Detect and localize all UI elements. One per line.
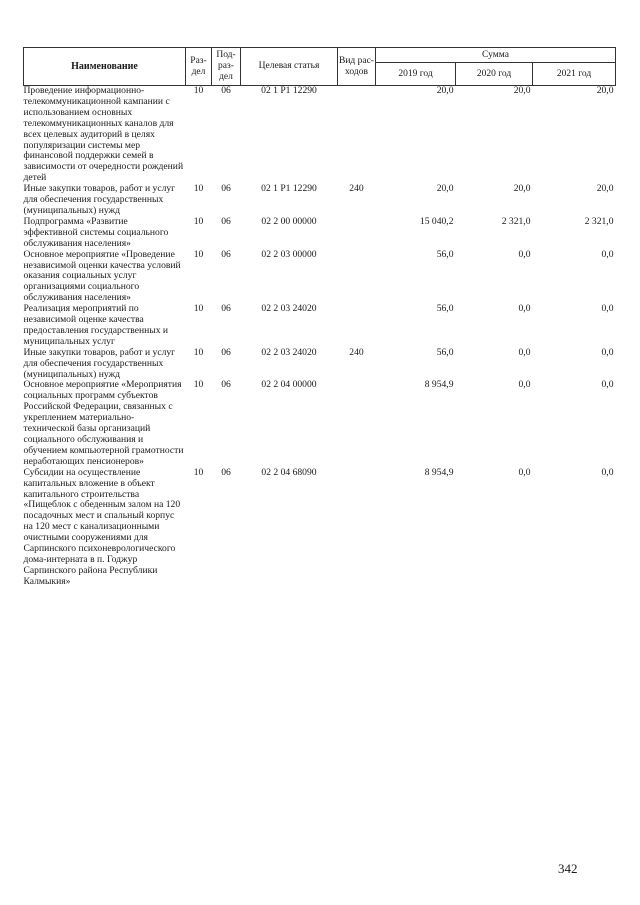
cell-2019: 56,0 [436,346,454,358]
table-row [24,217,616,250]
cell-2020: 2 321,0 [501,215,531,227]
budget-table-sheet [23,47,615,588]
cell-2019: 20,0 [436,183,454,195]
table-row [24,348,616,381]
table-body [24,86,616,588]
cell-target: 02 2 04 00000 [261,379,317,391]
cell-target: 02 2 03 00000 [261,248,317,260]
cell-vid [338,250,376,305]
budget-table [23,47,616,588]
cell-target: 02 2 03 24020 [261,346,317,358]
cell-2021: 20,0 [596,183,614,195]
cell-2021: 0,0 [601,379,614,391]
cell-name: Основное мероприятие «Мероприятия социальных программ субъектов Российской Федерации, связанных с укреплением материально-технической базы организаций социального обслуживания и обучением компьютерной грамотности неработающих пенсионеров» [23,379,184,467]
cell-podrazdel: 06 [221,248,231,260]
cell-vid [338,304,376,348]
cell-2019: 8 954,9 [424,466,454,478]
cell-2019: 8 954,9 [424,379,454,391]
cell-target: 02 2 03 24020 [261,303,317,315]
header-target: Целевая статья [241,48,338,86]
cell-2020: 0,0 [518,248,531,260]
cell-2020: 0,0 [518,466,531,478]
cell-name: Иные закупки товаров, работ и услуг для обеспечения государственных (муниципальных) нужд [23,346,176,380]
cell-podrazdel: 06 [221,85,231,96]
cell-2020: 20,0 [513,183,531,195]
table-row [24,380,616,467]
cell-2021: 2 321,0 [584,215,614,227]
cell-target: 02 1 P1 12290 [261,183,317,195]
cell-2019: 56,0 [436,303,454,315]
cell-podrazdel: 06 [221,215,231,227]
cell-vid [338,86,376,185]
table-row [24,86,616,185]
cell-razdel: 10 [193,303,204,315]
cell-2019: 20,0 [436,85,454,96]
header-year-2019: 2019 год [376,63,456,86]
cell-name: Иные закупки товаров, работ и услуг для обеспечения государственных (муниципальных) нужд [23,183,176,216]
cell-target: 02 2 00 00000 [261,215,317,227]
cell-2019: 56,0 [436,248,454,260]
header-name: Наименование [24,48,186,86]
header-podrazdel: Под-раз-дел [212,48,241,86]
cell-2019: 15 040,2 [419,215,454,227]
cell-razdel: 10 [193,215,204,227]
cell-podrazdel: 06 [221,303,231,315]
cell-razdel: 10 [193,379,204,391]
cell-2020: 0,0 [518,379,531,391]
cell-razdel: 10 [193,346,204,358]
page-number: 342 [558,861,578,876]
cell-2021: 0,0 [601,303,614,315]
cell-2021: 0,0 [601,346,614,358]
table-row [24,184,616,217]
cell-razdel: 10 [193,183,204,195]
table-row [24,250,616,305]
cell-target: 02 1 P1 12290 [261,85,317,96]
header-year-2020: 2020 год [456,63,533,86]
header-razdel: Раз-дел [186,48,212,86]
header-vid: Вид рас-ходов [338,48,376,86]
cell-vid [338,468,376,588]
cell-name: Субсидии на осуществление капитальных вложение в объект капитального строительства «Пищеблок с обеденным залом на 120 посадочных мест и спальный корпус на 120 мест с канализационными очистными сооружениями для Сарпинского психоневрологического дома-интерната в п. Годжур Сарпинского района Республики Калмыкия» [23,466,181,587]
cell-target: 02 2 04 68090 [261,466,317,478]
cell-podrazdel: 06 [221,466,231,478]
table-row [24,304,616,348]
cell-razdel: 10 [193,248,204,260]
table-row [24,468,616,588]
cell-podrazdel: 06 [221,346,231,358]
cell-podrazdel: 06 [221,379,231,391]
cell-name: Проведение информационно-телекоммуникационной кампании с использованием основных телекоммуникационных каналов для всех целевых аудиторий в целях популяризации системы мер финансовой поддержки семей в зависимости от очередности рождений детей [23,85,184,184]
cell-vid [338,380,376,467]
cell-2021: 0,0 [601,466,614,478]
cell-razdel: 10 [193,466,204,478]
cell-razdel: 10 [193,85,204,96]
cell-vid: 240 [349,183,364,195]
cell-2020: 20,0 [513,85,531,96]
cell-vid [338,217,376,250]
cell-2020: 0,0 [518,346,531,358]
cell-2021: 20,0 [596,85,614,96]
cell-2021: 0,0 [601,248,614,260]
cell-name: Основное мероприятие «Проведение независимой оценки качества условий оказания социальных услуг организациями социального обслуживания населения» [23,248,181,304]
cell-name: Реализация мероприятий по независимой оценке качества предоставления государственных и муниципальных услуг [23,303,169,347]
header-sum: Сумма [376,48,616,63]
cell-vid: 240 [349,346,364,358]
cell-name: Подпрограмма «Развитие эффективной системы социального обслуживания населения» [23,215,169,249]
header-year-2021: 2021 год [533,63,616,86]
cell-podrazdel: 06 [221,183,231,195]
cell-2020: 0,0 [518,303,531,315]
